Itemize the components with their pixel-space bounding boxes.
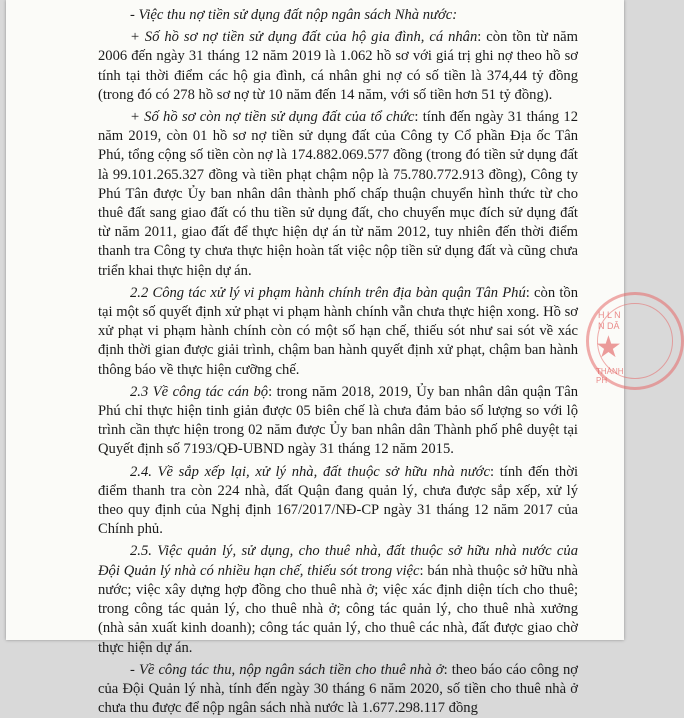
- paragraph-text: : theo báo cáo công nợ của Đội Quản lý nhà, tính đến ngày 30 tháng 6 năm 2020, số tiền cho thuê nhà ở chưa thu được để nộp ngân sách nhà nước là 1.677.298.117 đồng: [98, 661, 578, 717]
- document-body: [98, 6, 578, 718]
- seal-text-top: [598, 310, 621, 332]
- paragraph-text: : trong năm 2018, 2019, Ủy ban nhân dân quận Tân Phú chỉ thực hiện tinh giản được 05 biên chế là chưa đảm bảo số lượng so với lộ trình cần thực hiện trong 02 năm được Ủy ban nhân dân Thành phố phê duyệt tại Quyết định số 7193/QĐ-UBND ngày 31 tháng 12 năm 2015.: [98, 383, 578, 458]
- seal-line: H L N: [598, 310, 621, 320]
- paragraph-lead: 2.4. Về sắp xếp lại, xử lý nhà, đất thuộc sở hữu nhà nước: [130, 463, 490, 480]
- seal-text-bottom: THÀNH PH: [596, 367, 624, 385]
- paragraph-housing-management: [98, 542, 578, 657]
- paragraph-lead: - Về công tác thu, nộp ngân sách tiền cho thuê nhà ở: [130, 661, 444, 678]
- paragraph-household-debt: [98, 28, 578, 105]
- paragraph-organization-debt: [98, 108, 578, 281]
- paragraph-land-debt-heading: [98, 6, 578, 25]
- paragraph-lead: - Việc thu nợ tiền sử dụng đất nộp ngân sách Nhà nước:: [130, 7, 458, 23]
- paragraph-text: : tính đến ngày 31 tháng 12 năm 2019, còn 01 hồ sơ nợ tiền sử dụng đất của Công ty Cổ phần Địa ốc Tân Phú, tổng cộng số tiền còn nợ là 174.882.069.577 đồng (trong đó tiền sử dụng đất là 99.101.265.327 đồng và tiền phạt chậm nộp là 75.780.772.913 đồng), Công ty Phú Tân được Ủy ban nhân dân thành phố chấp thuận chuyển hình thức từ cho thuê đất sang giao đất có thu tiền sử dụng đất, cho chuyển mục đích sử dụng đất từ năm 2011, giao đất để thực hiện dự án từ năm 2012, tuy nhiên đến thời điểm thanh tra Công ty chưa thực hiện hoàn tất việc nộp tiền sử dụng đất và cũng chưa triển khai thực hiện dự án.: [98, 109, 578, 279]
- seal-star-icon: ★: [595, 330, 622, 365]
- paragraph-rent-collection: [98, 661, 578, 718]
- paragraph-lead: + Số hồ sơ nợ tiền sử dụng đất của hộ gia đình, cá nhân: [130, 29, 478, 46]
- paragraph-personnel: [98, 383, 578, 460]
- paragraph-text: : còn tồn từ năm 2006 đến ngày 31 tháng 12 năm 2019 là 1.062 hồ sơ với giá trị ghi nợ theo hồ sơ tính tại thời điểm các hộ gia đình, cá nhân ghi nợ có số tiền là 374,44 tỷ đồng (trong đó có 278 hồ sơ nợ từ 10 năm đến 14 năm, với số tiền hơn 51 tỷ đồng).: [98, 29, 578, 103]
- paragraph-lead: + Số hồ sơ còn nợ tiền sử dụng đất của tổ chức: [130, 109, 415, 126]
- paragraph-text: : tính đến thời điểm thanh tra còn 224 nhà, đất Quận đang quản lý, chưa được sắp xếp, xử lý theo quy định của Nghị định 167/2017/NĐ-CP ngày 31 tháng 12 năm 2017 của Chính phủ.: [98, 463, 578, 538]
- document-page: [6, 0, 624, 717]
- paragraph-lead: 2.2 Công tác xử lý vi phạm hành chính trên địa bàn quận Tân Phú: [130, 284, 526, 301]
- paragraph-lead: 2.5. Việc quản lý, sử dụng, cho thuê nhà, đất thuộc sở hữu nhà nước của Đội Quản lý nhà có nhiều hạn chế, thiếu sót trong việc: [98, 543, 578, 579]
- paragraph-administrative-violations: [98, 284, 578, 380]
- paragraph-state-property: [98, 463, 578, 540]
- paragraph-text: : còn tồn tại một số quyết định xử phạt vi phạm hành chính vẫn chưa thực hiện xong. Hồ sơ xử phạt vi phạm hành chính còn có một số hạn chế, thiếu sót như sai sót về xác định thời gian được giải trình, chậm ban hành quyết định xử phạt, chậm ban hành thông báo về thực hiện cưỡng chế.: [98, 284, 578, 378]
- paragraph-lead: 2.3 Về công tác cán bộ: [130, 383, 269, 400]
- paragraph-text: : bán nhà thuộc sở hữu nhà nước; việc xây dựng hợp đồng cho thuê nhà ở; việc xác định diện tích cho thuê; trong công tác quản lý, cho thuê nhà ở; công tác quản lý, cho thuê nhà xưởng (nhà sản xuất kinh doanh); công tác quản lý, cho thuê các nhà, đất được giao chờ thực hiện dự án.: [98, 562, 578, 656]
- seal-line: N DÂ: [598, 321, 620, 331]
